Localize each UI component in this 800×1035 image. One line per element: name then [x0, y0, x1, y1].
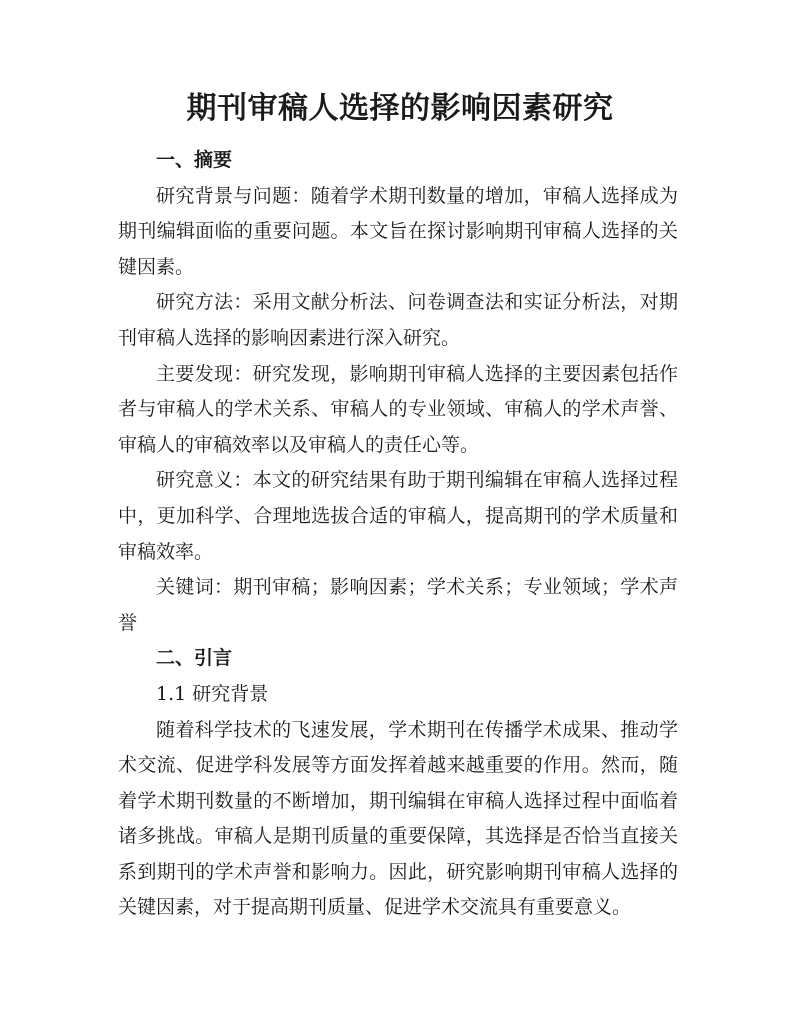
paragraph-introduction: 随着科学技术的飞速发展，学术期刊在传播学术成果、推动学术交流、促进学科发展等方面发挥着越来越重要的作用。然而，随着学术期刊数量的不断增加，期刊编辑在审稿人选择过程中面临着诸多挑战。审稿人是期刊质量的重要保障，其选择是否恰当直接关系到期刊的学术声誉和影响力。因此，研究影响期刊审稿人选择的关键因素，对于提高期刊质量、促进学术交流具有重要意义。	[118, 718, 678, 919]
paragraph-background: 研究背景与问题：随着学术期刊数量的增加，审稿人选择成为期刊编辑面临的重要问题。本文旨在探讨影响期刊审稿人选择的关键因素。	[118, 184, 678, 278]
subsection-1-1-heading: 1.1 研究背景	[156, 682, 269, 705]
document-title: 期刊审稿人选择的影响因素研究	[186, 91, 614, 126]
abstract-heading: 一、摘要	[156, 149, 233, 171]
paragraph-keywords: 关键词：期刊审稿；影响因素；学术关系；专业领域；学术声誉	[118, 576, 678, 634]
document-body	[118, 143, 678, 926]
paragraph-findings: 主要发现：研究发现，影响期刊审稿人选择的主要因素包括作者与审稿人的学术关系、审稿人的专业领域、审稿人的学术声誉、审稿人的审稿效率以及审稿人的责任心等。	[118, 362, 678, 456]
paragraph-method: 研究方法：采用文献分析法、问卷调查法和实证分析法，对期刊审稿人选择的影响因素进行深入研究。	[118, 291, 678, 349]
introduction-heading: 二、引言	[156, 647, 233, 670]
paragraph-significance: 研究意义：本文的研究结果有助于期刊编辑在审稿人选择过程中，更加科学、合理地选拔合适的审稿人，提高期刊的学术质量和审稿效率。	[118, 469, 678, 563]
